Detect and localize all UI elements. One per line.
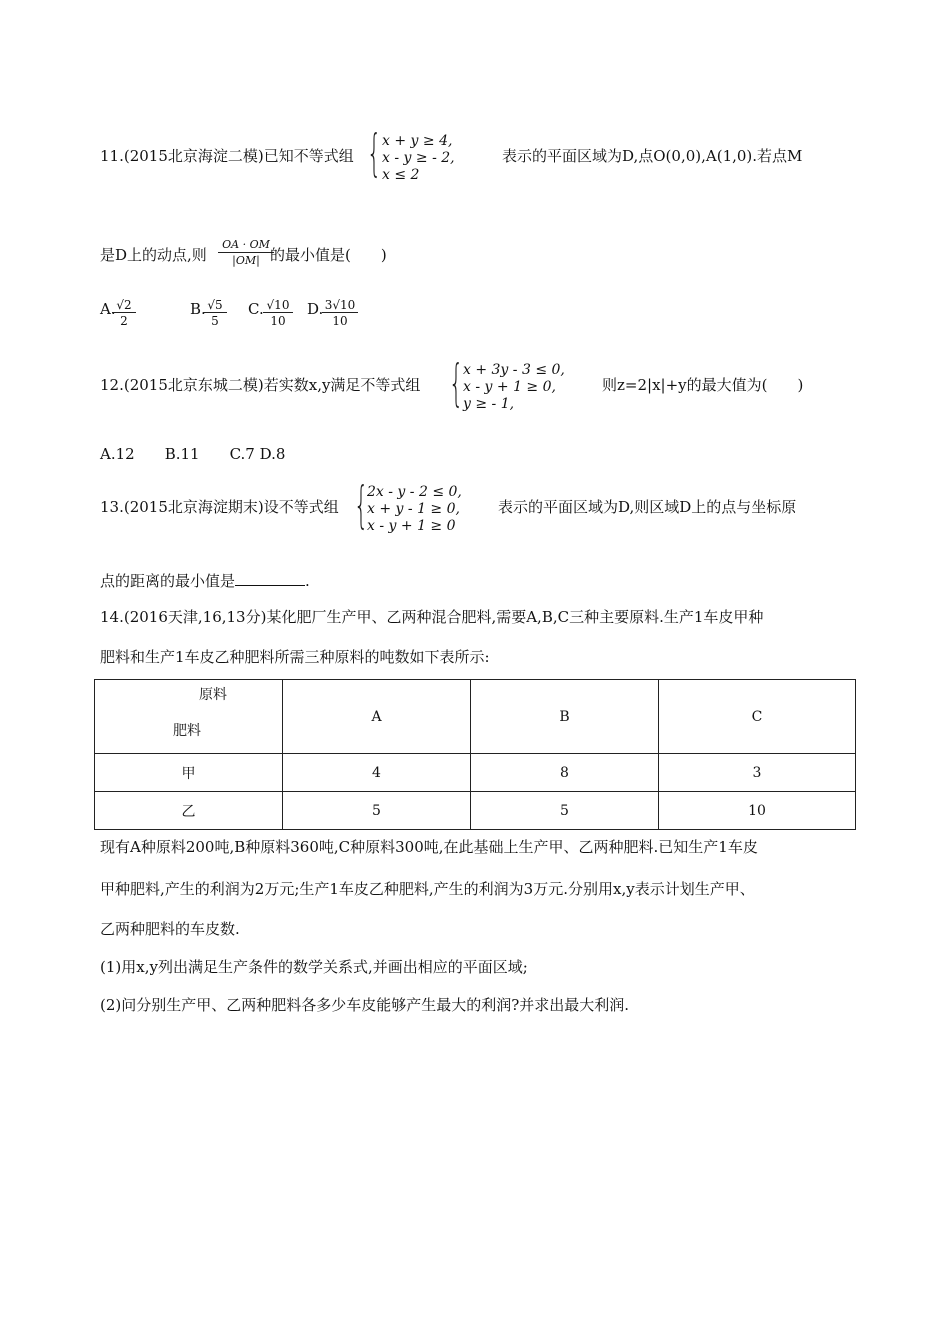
q11-opt-d-frac bbox=[322, 298, 358, 329]
table-cell: 3 bbox=[659, 754, 856, 792]
q11-frac-num: OA · OM bbox=[218, 238, 274, 253]
q14-sub-2: (2)问分别生产甲、乙两种肥料各多少车皮能够产生最大的利润?并求出最大利润. bbox=[100, 996, 630, 1014]
q14-line2: 肥料和生产1车皮乙种肥料所需三种原料的吨数如下表所示: bbox=[100, 648, 490, 666]
column-header-a: A bbox=[283, 680, 471, 754]
q11-fraction bbox=[218, 238, 274, 269]
q11-ineq-3: x ≤ 2 bbox=[382, 167, 420, 183]
corner-label-material: 原料 bbox=[199, 687, 227, 703]
q12-options: A.12 B.11 C.7 D.8 bbox=[100, 445, 286, 463]
q11-opt-c-frac bbox=[263, 298, 293, 329]
q12-tail: 则z=2|x|+y的最大值为( ) bbox=[602, 376, 804, 394]
q11-opt-b-num: √5 bbox=[203, 298, 227, 313]
q11-system bbox=[382, 133, 455, 184]
q11-opt-d-den: 10 bbox=[332, 314, 348, 328]
q13-system bbox=[367, 484, 462, 535]
table-cell: 10 bbox=[659, 792, 856, 830]
q14-para-1: 现有A种原料200吨,B种原料360吨,C种原料300吨,在此基础上生产甲、乙两种肥料.已知生产1车皮 bbox=[100, 838, 758, 856]
table-row bbox=[95, 754, 856, 792]
q14-para-3: 乙两种肥料的车皮数. bbox=[100, 920, 240, 938]
q11-opt-d-label: D. bbox=[307, 300, 324, 318]
table-corner-cell bbox=[95, 680, 283, 754]
q14-materials-table bbox=[94, 679, 856, 830]
column-header-b: B bbox=[471, 680, 659, 754]
q12-ineq-3: y ≥ - 1, bbox=[463, 396, 515, 412]
q11-opt-b-label: B. bbox=[190, 300, 206, 318]
q13-ineq-3: x - y + 1 ≥ 0 bbox=[367, 518, 456, 534]
q13-period: . bbox=[305, 572, 310, 590]
q11-opt-b-den: 5 bbox=[211, 314, 219, 328]
q11-opt-a-num: √2 bbox=[112, 298, 136, 313]
q11-opt-d-num: 3√10 bbox=[322, 298, 358, 313]
table-row bbox=[95, 792, 856, 830]
q13-brace: { bbox=[354, 476, 369, 534]
row-label-yi: 乙 bbox=[95, 792, 283, 830]
q11-brace: { bbox=[367, 124, 382, 182]
q11-opt-a-frac bbox=[112, 298, 136, 329]
table-cell: 8 bbox=[471, 754, 659, 792]
q11-frac-den: |OM| bbox=[232, 254, 260, 267]
q14-sub-1: (1)用x,y列出满足生产条件的数学关系式,并画出相应的平面区域; bbox=[100, 958, 528, 976]
q13-line2-text: 点的距离的最小值是 bbox=[100, 572, 236, 590]
q12-ineq-2: x - y + 1 ≥ 0, bbox=[463, 379, 556, 395]
q11-ineq-1: x + y ≥ 4, bbox=[382, 133, 453, 149]
q11-line2b: 的最小值是( ) bbox=[270, 246, 387, 264]
q13-lead: 13.(2015北京海淀期末)设不等式组 bbox=[100, 498, 339, 516]
q13-ineq-2: x + y - 1 ≥ 0, bbox=[367, 501, 460, 517]
q12-brace: { bbox=[449, 354, 464, 412]
q11-ineq-2: x - y ≥ - 2, bbox=[382, 150, 455, 166]
q11-tail: 表示的平面区域为D,点O(0,0),A(1,0).若点M bbox=[502, 147, 803, 165]
q13-answer-blank bbox=[235, 571, 305, 586]
q11-opt-c-num: √10 bbox=[263, 298, 293, 313]
corner-label-fertilizer: 肥料 bbox=[173, 723, 201, 739]
row-label-jia: 甲 bbox=[95, 754, 283, 792]
q13-tail: 表示的平面区域为D,则区域D上的点与坐标原 bbox=[498, 498, 797, 516]
q12-system bbox=[463, 362, 565, 413]
q11-opt-c-den: 10 bbox=[270, 314, 286, 328]
q14-line1: 14.(2016天津,16,13分)某化肥厂生产甲、乙两种混合肥料,需要A,B,C三种主要原料.生产1车皮甲种 bbox=[100, 608, 764, 626]
q12-lead: 12.(2015北京东城二模)若实数x,y满足不等式组 bbox=[100, 376, 421, 394]
q13-line2 bbox=[100, 570, 310, 591]
q14-para-2: 甲种肥料,产生的利润为2万元;生产1车皮乙种肥料,产生的利润为3万元.分别用x,y表示计划生产甲、 bbox=[100, 880, 755, 898]
q11-line2a: 是D上的动点,则 bbox=[100, 246, 207, 264]
q11-opt-c-label: C. bbox=[248, 300, 264, 318]
table-cell: 5 bbox=[471, 792, 659, 830]
q11-opt-a-den: 2 bbox=[120, 314, 128, 328]
column-header-c: C bbox=[659, 680, 856, 754]
q11-opt-a-label: A. bbox=[100, 300, 116, 318]
q12-ineq-1: x + 3y - 3 ≤ 0, bbox=[463, 362, 565, 378]
q13-ineq-1: 2x - y - 2 ≤ 0, bbox=[367, 484, 462, 500]
q11-opt-b-frac bbox=[203, 298, 227, 329]
q11-lead: 11.(2015北京海淀二模)已知不等式组 bbox=[100, 147, 354, 165]
table-cell: 5 bbox=[283, 792, 471, 830]
table-cell: 4 bbox=[283, 754, 471, 792]
table-header-row bbox=[95, 680, 856, 754]
